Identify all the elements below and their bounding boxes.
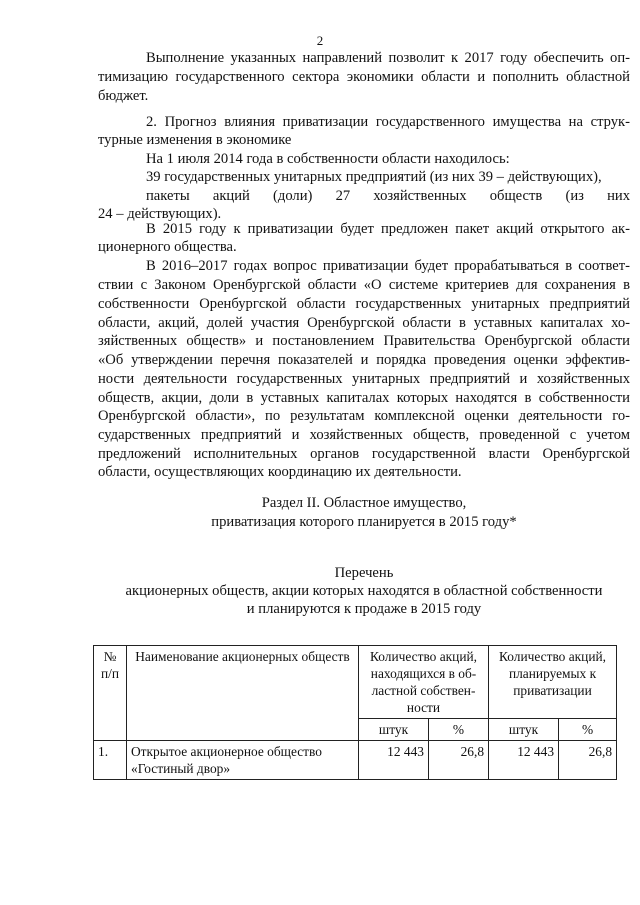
page-number: 2	[316, 33, 324, 48]
row-planned-percent: 26,8	[559, 741, 617, 780]
paragraph-2016-line-1: В 2016–2017 годах вопрос приватизации будет прорабатываться в соответ-	[146, 258, 630, 274]
paragraph-2015-line-2: ционерного общества.	[98, 239, 237, 255]
paragraph-2016-line-12: области, осуществляющих координацию их деятельности.	[98, 464, 462, 480]
enterprises-line: 39 государственных унитарных предприятий (из них 39 – действующих),	[146, 169, 602, 185]
paragraph-1-line-3: бюджет.	[98, 88, 149, 104]
header-owned: Количество акций, находящихся в об- ластной собствен- ности	[359, 646, 489, 719]
paragraph-2016-line-11: предложений исполнительных органов государственной власти Оренбургской	[98, 446, 630, 462]
paragraph-2016-line-3: собственности Оренбургской области государственных унитарных предприятий	[98, 296, 630, 312]
date-line: На 1 июля 2014 года в собственности области находилось:	[146, 151, 510, 167]
paragraph-2016-line-4: области, акций, долей участия Оренбургской области в уставных капиталах хо-	[98, 315, 630, 331]
list-title-line-2: акционерных обществ, акции которых находятся в областной собственности	[125, 583, 603, 599]
row-num: 1.	[94, 741, 127, 780]
paragraph-2015-line-1: В 2015 году к приватизации будет предложен пакет акций открытого ак-	[146, 221, 630, 237]
header-planned: Количество акций, планируемых к приватизации	[489, 646, 617, 719]
section-2-heading-line-1: 2. Прогноз влияния приватизации государственного имущества на струк-	[146, 114, 630, 130]
section-title-line-1: Раздел II. Областное имущество,	[261, 495, 467, 511]
table-row	[94, 741, 617, 780]
paragraph-2016-line-10: сударственных предприятий и хозяйственных обществ, проведенной с учетом	[98, 427, 630, 443]
row-planned-units: 12 443	[489, 741, 559, 780]
row-name-line-1: Открытое акционерное общество	[131, 744, 322, 759]
header-planned-percent: %	[559, 719, 617, 741]
paragraph-2016-line-7: ности деятельности государственных унитарных предприятий и хозяйственных	[98, 371, 630, 387]
section-title-line-2: приватизация которого планируется в 2015 году*	[211, 514, 517, 530]
row-name-line-2: «Гостиный двор»	[131, 761, 231, 776]
paragraph-2016-line-9: Оренбургской области», по результатам комплексной оценки деятельности го-	[98, 408, 630, 424]
section-2-heading-line-2: турные изменения в экономике	[98, 132, 292, 148]
row-owned-units: 12 443	[359, 741, 429, 780]
table-header-row	[94, 646, 617, 719]
shares-line-1: пакеты акций (доли) 27 хозяйственных обществ (из них	[146, 188, 630, 204]
paragraph-1-line-2: тимизацию государственного сектора экономики области и пополнить областной	[98, 69, 630, 85]
header-name: Наименование акционерных обществ	[127, 646, 359, 741]
paragraph-1-line-1: Выполнение указанных направлений позволит к 2017 году обеспечить оп-	[146, 50, 630, 66]
paragraph-2016-line-8: обществ, акции, доли в уставных капиталах которых находятся в собственности	[98, 390, 630, 406]
list-title-line-1: Перечень	[334, 565, 394, 581]
paragraph-2016-line-6: «Об утверждении перечня показателей и порядка проведения оценки эффектив-	[98, 352, 630, 368]
row-owned-percent: 26,8	[429, 741, 489, 780]
header-owned-units: штук	[359, 719, 429, 741]
list-title-line-3: и планируются к продаже в 2015 году	[246, 601, 482, 617]
header-num: № п/п	[94, 646, 127, 741]
row-name	[127, 741, 359, 780]
header-planned-units: штук	[489, 719, 559, 741]
header-owned-percent: %	[429, 719, 489, 741]
shares-line-2: 24 – действующих).	[98, 206, 222, 222]
shares-table	[93, 645, 617, 780]
paragraph-2016-line-5: зяйственных обществ» и постановлением Правительства Оренбургской области	[98, 333, 630, 349]
paragraph-2016-line-2: ствии с Законом Оренбургской области «О системе критериев для сохранения в	[98, 277, 630, 293]
